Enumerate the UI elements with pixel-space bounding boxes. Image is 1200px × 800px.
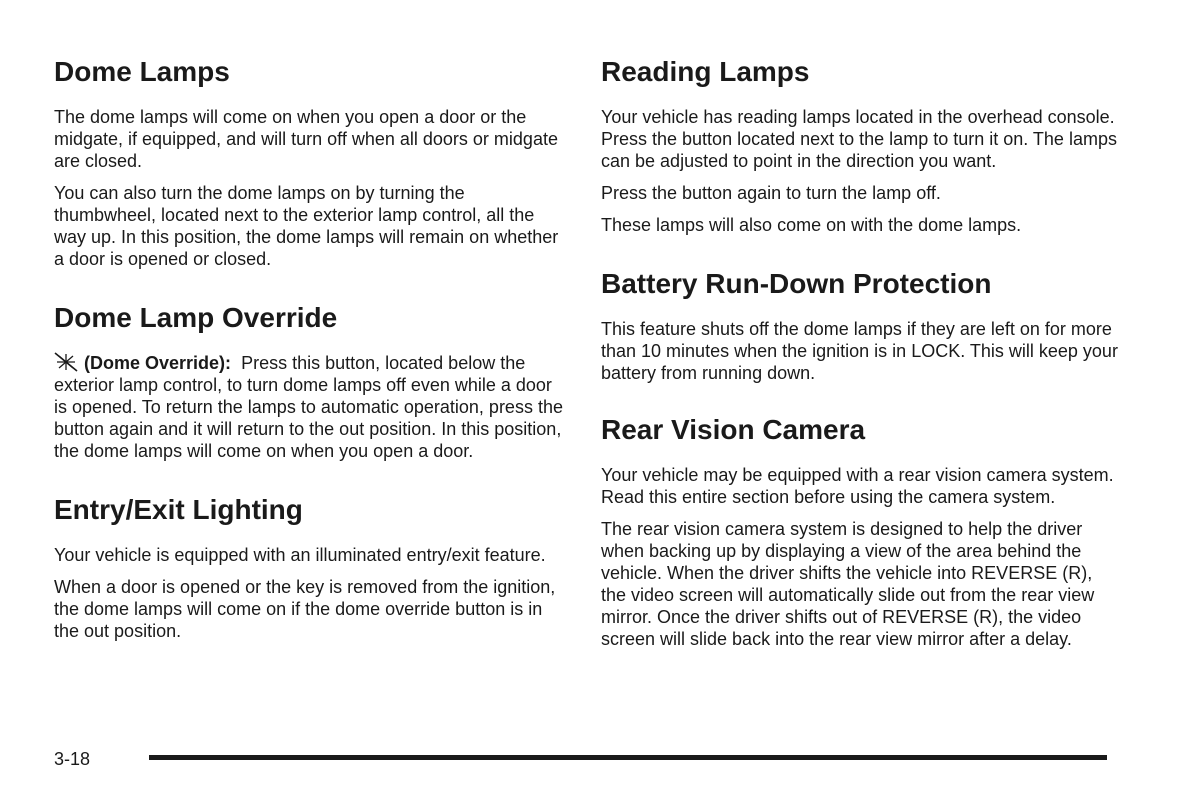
dome-lamps-paragraph-2: You can also turn the dome lamps on by turning the thumbwheel, located next to the exterior lamp control, all the way up. In this position, the dome lamps will remain on whether a door is opened or closed.: [54, 183, 559, 269]
battery-paragraph-1: This feature shuts off the dome lamps if they are left on for more than 10 minutes when the ignition is in LOCK. This will keep your battery from running down.: [601, 319, 1118, 383]
dome-override-paragraph: [54, 352, 569, 462]
heading-dome-lamp-override: Dome Lamp Override: [54, 302, 338, 333]
section-reading-lamps: [601, 54, 1121, 236]
rear-camera-paragraph-2: The rear vision camera system is designed to help the driver when backing up by displaying a view of the area behind the vehicle. When the driver shifts the vehicle into REVERSE (R), the video screen will automatically slide out from the rear view mirror. Once the driver shifts out of REVERSE (R), the video screen will slide back into the rear view mirror after a delay.: [601, 519, 1095, 649]
section-entry-exit-lighting: [54, 492, 569, 642]
left-column: [54, 54, 569, 672]
heading-reading-lamps: Reading Lamps: [601, 56, 810, 87]
page-number: 3-18: [54, 749, 91, 769]
entry-exit-paragraph-1: Your vehicle is equipped with an illuminated entry/exit feature.: [54, 545, 546, 565]
heading-battery-run-down: Battery Run-Down Protection: [601, 268, 992, 299]
reading-lamps-paragraph-3: These lamps will also come on with the dome lamps.: [601, 215, 1022, 235]
right-column: [601, 54, 1121, 680]
heading-dome-lamps: Dome Lamps: [54, 56, 230, 87]
dome-override-icon: [54, 352, 78, 372]
reading-lamps-paragraph-2: Press the button again to turn the lamp off.: [601, 183, 941, 203]
heading-entry-exit-lighting: Entry/Exit Lighting: [54, 494, 303, 525]
section-rear-vision-camera: [601, 412, 1121, 650]
reading-lamps-paragraph-1: Your vehicle has reading lamps located in the overhead console. Press the button located next to the lamp to turn it on. The lamps can be adjusted to point in the direction you want.: [601, 107, 1117, 171]
section-dome-lamp-override: [54, 300, 569, 462]
dome-lamps-paragraph-1: The dome lamps will come on when you open a door or the midgate, if equipped, and will turn off when all doors or midgate are closed.: [54, 107, 558, 171]
entry-exit-paragraph-2: When a door is opened or the key is removed from the ignition, the dome lamps will come on if the dome override button is in the out position.: [54, 577, 556, 641]
dome-override-label: (Dome Override):: [84, 353, 232, 373]
section-dome-lamps: [54, 54, 569, 270]
rear-camera-paragraph-1: Your vehicle may be equipped with a rear vision camera system. Read this entire section before using the camera system.: [601, 465, 1114, 507]
dome-override-text: Press this button, located below the exterior lamp control, to turn dome lamps off even while a door is opened. To return the lamps to automatic operation, press the button again and it will return to the out position. In this position, the dome lamps will come on when you open a door.: [54, 353, 563, 461]
section-battery-run-down: [601, 266, 1121, 384]
heading-rear-vision-camera: Rear Vision Camera: [601, 414, 866, 445]
footer-rule: [149, 755, 1107, 760]
